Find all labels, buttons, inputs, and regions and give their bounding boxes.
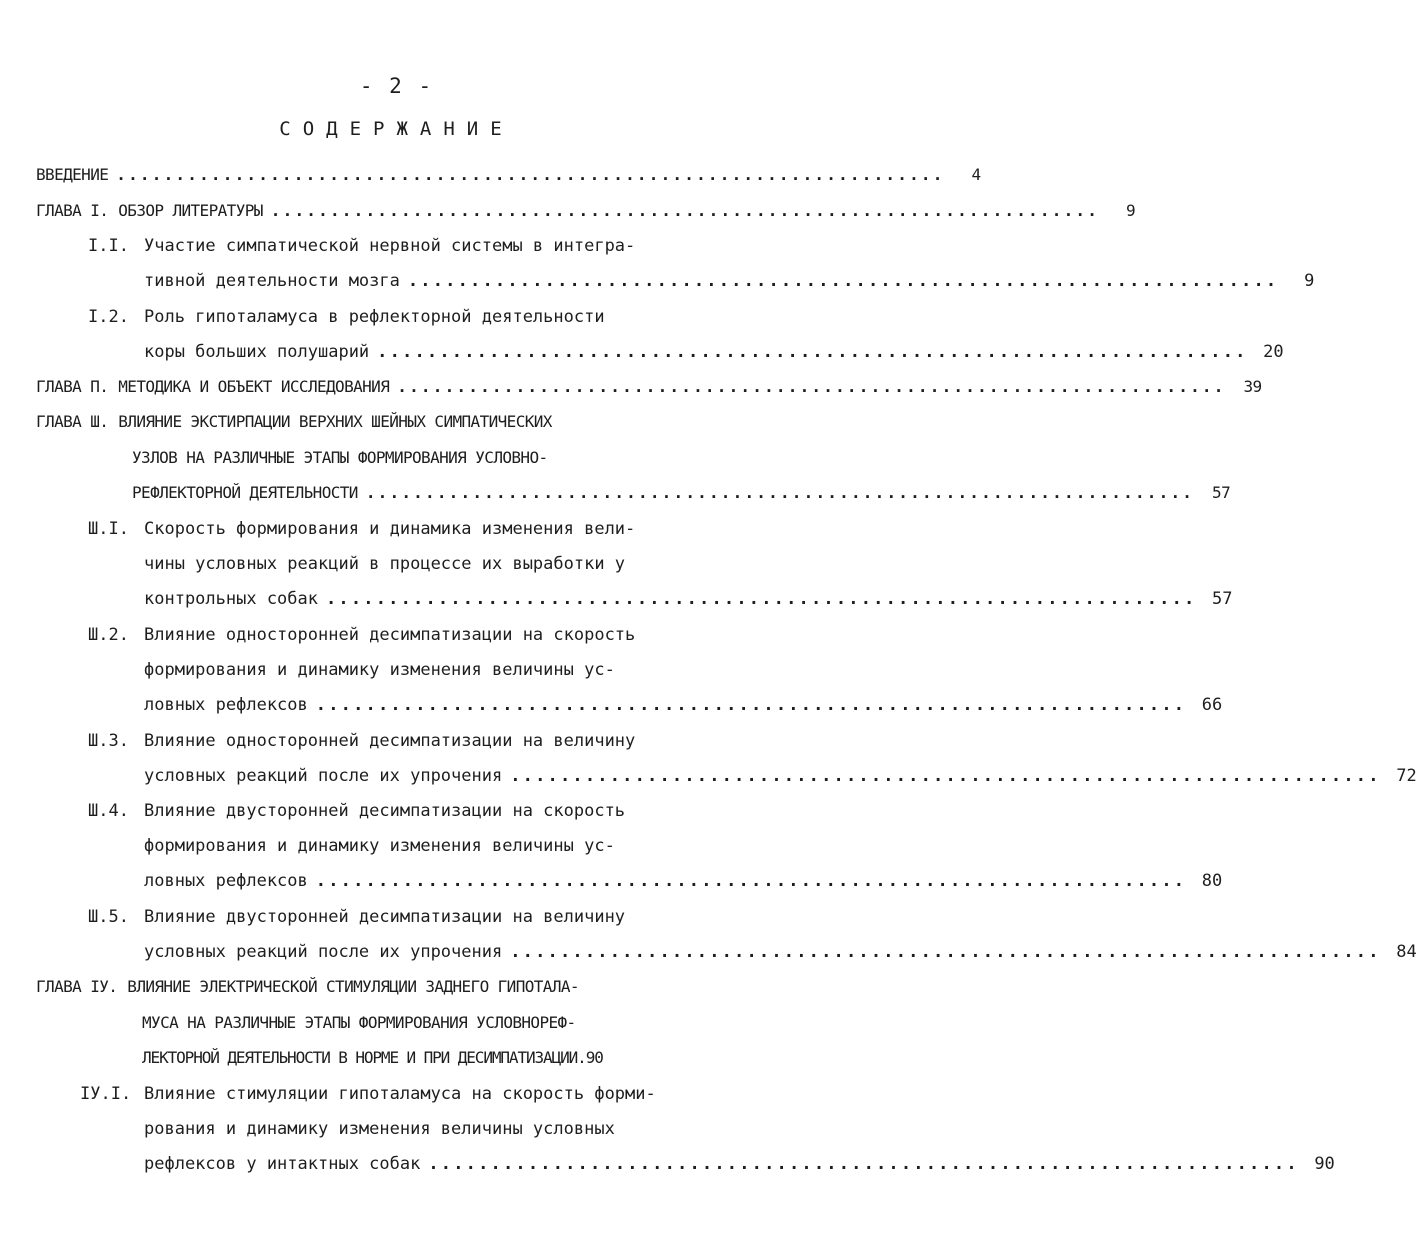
toc-entry-chapter-4-line-2 (142, 1008, 732, 1038)
toc-entry-3-3-line-1 (88, 726, 714, 756)
page-number: - 2 - (359, 74, 434, 98)
dot-leader: ...................................................................... (270, 201, 1100, 220)
toc-entry-chapter-4-line-3 (142, 1043, 732, 1073)
toc-entry-chapter-1 (36, 196, 1136, 226)
dot-leader: ...................................................................... (315, 695, 1187, 715)
toc-page-ref: 80 (1201, 871, 1223, 891)
toc-page-ref: 20 (1263, 342, 1284, 362)
toc-entry-1-2-line-1 (88, 302, 714, 332)
toc-entry-4-1-line-2 (144, 1114, 714, 1144)
toc-entry-3-2-line-1 (88, 620, 714, 650)
toc-page-ref: 57 (1212, 483, 1231, 502)
toc-entry-4-1-line-1 (80, 1079, 720, 1109)
toc-entry-chapter-3-line-1 (36, 407, 714, 437)
toc-entry-text: МУСА НА РАЗЛИЧНЫЕ ЭТАПЫ ФОРМИРОВАНИЯ УСЛОВНОРЕФ- (142, 1013, 576, 1032)
toc-entry-text: УЗЛОВ НА РАЗЛИЧНЫЕ ЭТАПЫ ФОРМИРОВАНИЯ УСЛОВНО- (132, 448, 548, 467)
toc-entry-number: I.I. (88, 236, 129, 256)
toc-page-ref: 72 (1396, 766, 1417, 786)
toc-entry-number: ГЛАВА I. (36, 201, 109, 220)
toc-entry-1-1-line-1 (88, 231, 714, 261)
toc-entry-text: Влияние стимуляции гипоталамуса на скорость форми- (144, 1084, 656, 1104)
toc-entry-1-2-line-2 (144, 337, 1284, 367)
toc-entry-text: контрольных собак (144, 589, 318, 609)
toc-entry-text: тивной деятельности мозга (144, 271, 400, 291)
toc-entry-text: рования и динамику изменения величины условных (144, 1119, 615, 1139)
dot-leader: ...................................................................... (397, 377, 1226, 396)
toc-entry-number: Ш.2. (88, 625, 129, 645)
toc-entry-text: Роль гипоталамуса в рефлекторной деятельности (144, 307, 605, 327)
toc-entry-text: ВЛИЯНИЕ ЭЛЕКТРИЧЕСКОЙ СТИМУЛЯЦИИ ЗАДНЕГО ГИПОТАЛА- (127, 977, 579, 996)
toc-page-ref: 90 (1314, 1154, 1335, 1174)
toc-entry-3-2-line-2 (144, 655, 714, 685)
toc-entry-text: Скорость формирования и динамика изменения вели- (144, 519, 636, 539)
toc-entry-number: ГЛАВА IУ. (36, 977, 118, 996)
toc-entry-chapter-2 (36, 372, 1262, 402)
toc-entry-3-2-line-3 (144, 690, 1223, 720)
toc-entry-chapter-3-line-3 (132, 478, 1231, 508)
toc-entry-3-4-line-3 (144, 866, 1223, 896)
toc-entry-text: ловных рефлексов (144, 695, 308, 715)
toc-entry-chapter-3-line-2 (132, 443, 714, 473)
toc-entry-3-4-line-2 (144, 831, 714, 861)
toc-entry-number: ГЛАВА П. (36, 377, 109, 396)
toc-entry-text: формирования и динамику изменения величины ус- (144, 660, 615, 680)
toc-entry-text: Влияние односторонней десимпатизации на величину (144, 731, 636, 751)
toc-entry-text: Влияние двусторонней десимпатизации на скорость (144, 801, 626, 821)
toc-entry-3-3-line-2 (144, 761, 1417, 791)
toc-entry-number: Ш.5. (88, 907, 129, 927)
toc-entry-text: Влияние односторонней десимпатизации на скорость (144, 625, 636, 645)
toc-entry-number: Ш.4. (88, 801, 129, 821)
toc-entry-number: Ш.3. (88, 731, 129, 751)
toc-entry-text: ОБЗОР ЛИТЕРАТУРЫ (118, 201, 263, 220)
toc-entry-text: ВЛИЯНИЕ ЭКСТИРПАЦИИ ВЕРХНИХ ШЕЙНЫХ СИМПАТИЧЕСКИХ (118, 412, 552, 431)
toc-page-ref: 4 (971, 165, 981, 184)
toc-entry-text: МЕТОДИКА И ОБЪЕКТ ИССЛЕДОВАНИЯ (118, 377, 390, 396)
toc-entry-number: IУ.I. (80, 1084, 132, 1104)
dot-leader: ...................................................................... (377, 342, 1248, 362)
toc-entry-3-1-line-3 (144, 584, 1233, 614)
toc-page-ref: 90 (585, 1048, 603, 1067)
toc-entry-3-5-line-1 (88, 902, 714, 932)
toc-entry-3-1-line-1 (88, 514, 714, 544)
dot-leader: ...................................................................... (315, 871, 1187, 891)
dot-leader: ...................................................................... (510, 942, 1381, 962)
toc-page-ref: 9 (1126, 201, 1136, 220)
toc-entry-text: чины условных реакций в процессе их выработки у (144, 554, 626, 574)
toc-page-ref: 66 (1201, 695, 1223, 715)
toc-entry-text: ВВЕДЕНИЕ (36, 165, 109, 184)
toc-entry-text: коры больших полушарий (144, 342, 370, 362)
dot-leader: ...................................................................... (428, 1154, 1299, 1174)
dot-leader: ...................................................................... (510, 766, 1381, 786)
toc-entry-text: ЛЕКТОРНОЙ ДЕЯТЕЛЬНОСТИ В НОРМЕ И ПРИ ДЕСИМПАТИЗАЦИИ. (142, 1048, 586, 1067)
dot-leader: ...................................................................... (116, 165, 945, 184)
dot-leader: ...................................................................... (365, 483, 1195, 502)
toc-entry-text: условных реакций после их упрочения (144, 766, 503, 786)
dot-leader: ...................................................................... (407, 271, 1279, 291)
toc-entry-text: условных реакций после их упрочения (144, 942, 503, 962)
toc-page-ref: 9 (1304, 271, 1315, 291)
dot-leader: ...................................................................... (326, 589, 1197, 609)
toc-page-ref: 57 (1211, 589, 1233, 609)
toc-entry-number: Ш.I. (88, 519, 129, 539)
toc-entry-number: I.2. (88, 307, 129, 327)
toc-entry-1-1-line-2 (144, 266, 1315, 296)
toc-title: СОДЕРЖАНИЕ (279, 118, 514, 140)
toc-entry-4-1-line-3 (144, 1149, 1335, 1179)
toc-entry-3-4-line-1 (88, 796, 714, 826)
toc-entry-3-1-line-2 (144, 549, 714, 579)
toc-page-ref: 39 (1243, 377, 1262, 396)
toc-entry-text: рефлексов у интактных собак (144, 1154, 421, 1174)
toc-entry-text: Влияние двусторонней десимпатизации на величину (144, 907, 626, 927)
toc-entry-text: РЕФЛЕКТОРНОЙ ДЕЯТЕЛЬНОСТИ (132, 483, 358, 502)
toc-entry-text: формирования и динамику изменения величины ус- (144, 836, 615, 856)
toc-entry-chapter-4-line-1 (36, 972, 726, 1002)
toc-entry-introduction (36, 160, 981, 190)
toc-page-ref: 84 (1396, 942, 1417, 962)
toc-entry-text: ловных рефлексов (144, 871, 308, 891)
toc-entry-number: ГЛАВА Ш. (36, 412, 109, 431)
toc-entry-3-5-line-2 (144, 937, 1417, 967)
toc-entry-text: Участие симпатической нервной системы в интегра- (144, 236, 636, 256)
